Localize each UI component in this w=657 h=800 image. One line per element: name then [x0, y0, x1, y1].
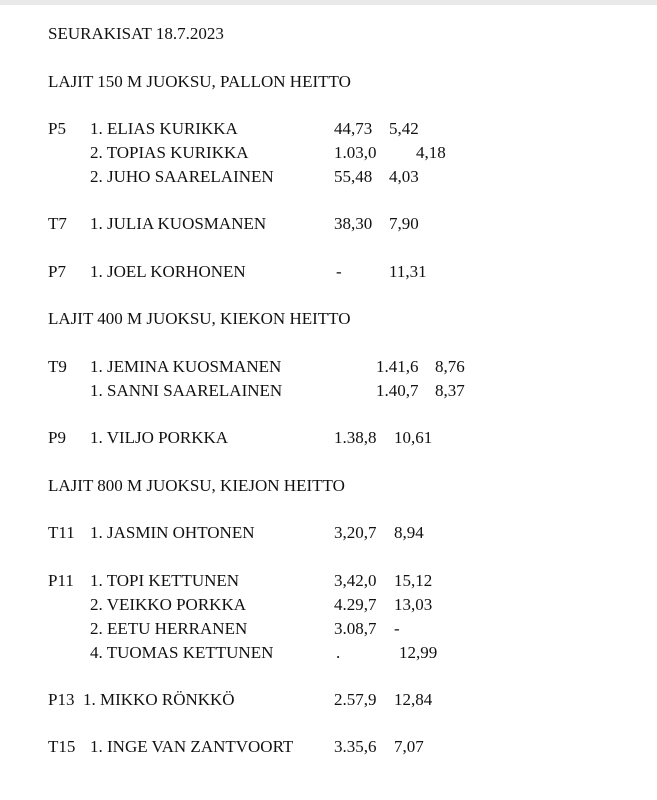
throw-result: 15,12 [394, 571, 433, 590]
throw-result: 10,61 [394, 428, 433, 447]
run-time: 4.29,7 [334, 595, 377, 614]
result-row [0, 569, 657, 593]
throw-result: - [394, 619, 400, 638]
section-heading-line [0, 307, 657, 331]
result-row [0, 593, 657, 617]
run-time: 3.08,7 [334, 619, 377, 638]
athlete-name: 1. SANNI SAARELAINEN [90, 381, 283, 400]
result-row [0, 212, 657, 236]
class-label: T11 [48, 523, 75, 542]
result-row [0, 165, 657, 189]
run-time: 3.35,6 [334, 737, 377, 756]
result-row [0, 617, 657, 641]
section-heading-line [0, 70, 657, 94]
class-label: P13 [48, 690, 75, 709]
athlete-name: 2. EETU HERRANEN [90, 619, 248, 638]
athlete-name: 2. JUHO SAARELAINEN [90, 167, 274, 186]
class-label: T9 [48, 357, 67, 376]
class-label: P9 [48, 428, 66, 447]
throw-result: 4,18 [416, 143, 446, 162]
result-row [0, 735, 657, 759]
athlete-name: 1. INGE VAN ZANTVOORT [90, 737, 294, 756]
athlete-name: 1. JASMIN OHTONEN [90, 523, 255, 542]
run-time: 38,30 [334, 214, 373, 233]
throw-result: 12,84 [394, 690, 433, 709]
athlete-name: 4. TUOMAS KETTUNEN [90, 643, 274, 662]
athlete-name: 1. JULIA KUOSMANEN [90, 214, 267, 233]
athlete-name: 1. VILJO PORKKA [90, 428, 229, 447]
run-time: - [336, 262, 342, 281]
athlete-name: 1. JOEL KORHONEN [90, 262, 246, 281]
result-row [0, 260, 657, 284]
result-row [0, 141, 657, 165]
athlete-name: 2. TOPIAS KURIKKA [90, 143, 249, 162]
throw-result: 11,31 [389, 262, 427, 281]
athlete-name: 1. MIKKO RÖNKKÖ [83, 690, 235, 709]
throw-result: 4,03 [389, 167, 419, 186]
throw-result: 7,07 [394, 737, 424, 756]
throw-result: 12,99 [399, 643, 438, 662]
throw-result: 5,42 [389, 119, 419, 138]
run-time: 44,73 [334, 119, 373, 138]
result-row [0, 521, 657, 545]
run-time: 1.40,7 [376, 381, 419, 400]
throw-result: 8,76 [435, 357, 465, 376]
result-row [0, 117, 657, 141]
result-row [0, 355, 657, 379]
run-time: 1.03,0 [334, 143, 377, 162]
run-time: 3,42,0 [334, 571, 377, 590]
result-row [0, 688, 657, 712]
run-time: . [336, 643, 341, 662]
athlete-name: 2. VEIKKO PORKKA [90, 595, 246, 614]
class-label: P7 [48, 262, 66, 281]
document-title-line [0, 22, 657, 46]
athlete-name: 1. TOPI KETTUNEN [90, 571, 240, 590]
result-row [0, 426, 657, 450]
class-label: T15 [48, 737, 76, 756]
class-label: P11 [48, 571, 74, 590]
run-time: 2.57,9 [334, 690, 377, 709]
section-heading: LAJIT 800 M JUOKSU, KIEJON HEITTO [48, 476, 345, 495]
top-edge-bar [0, 0, 657, 5]
throw-result: 7,90 [389, 214, 419, 233]
throw-result: 8,37 [435, 381, 465, 400]
athlete-name: 1. ELIAS KURIKKA [90, 119, 238, 138]
class-label: T7 [48, 214, 67, 233]
throw-result: 8,94 [394, 523, 424, 542]
throw-result: 13,03 [394, 595, 433, 614]
run-time: 3,20,7 [334, 523, 377, 542]
section-heading: LAJIT 400 M JUOKSU, KIEKON HEITTO [48, 309, 351, 328]
result-row [0, 641, 657, 665]
result-row [0, 379, 657, 403]
section-heading-line [0, 474, 657, 498]
document-title: SEURAKISAT 18.7.2023 [48, 24, 224, 43]
class-label: P5 [48, 119, 66, 138]
run-time: 55,48 [334, 167, 373, 186]
athlete-name: 1. JEMINA KUOSMANEN [90, 357, 282, 376]
run-time: 1.41,6 [376, 357, 419, 376]
run-time: 1.38,8 [334, 428, 377, 447]
section-heading: LAJIT 150 M JUOKSU, PALLON HEITTO [48, 72, 351, 91]
